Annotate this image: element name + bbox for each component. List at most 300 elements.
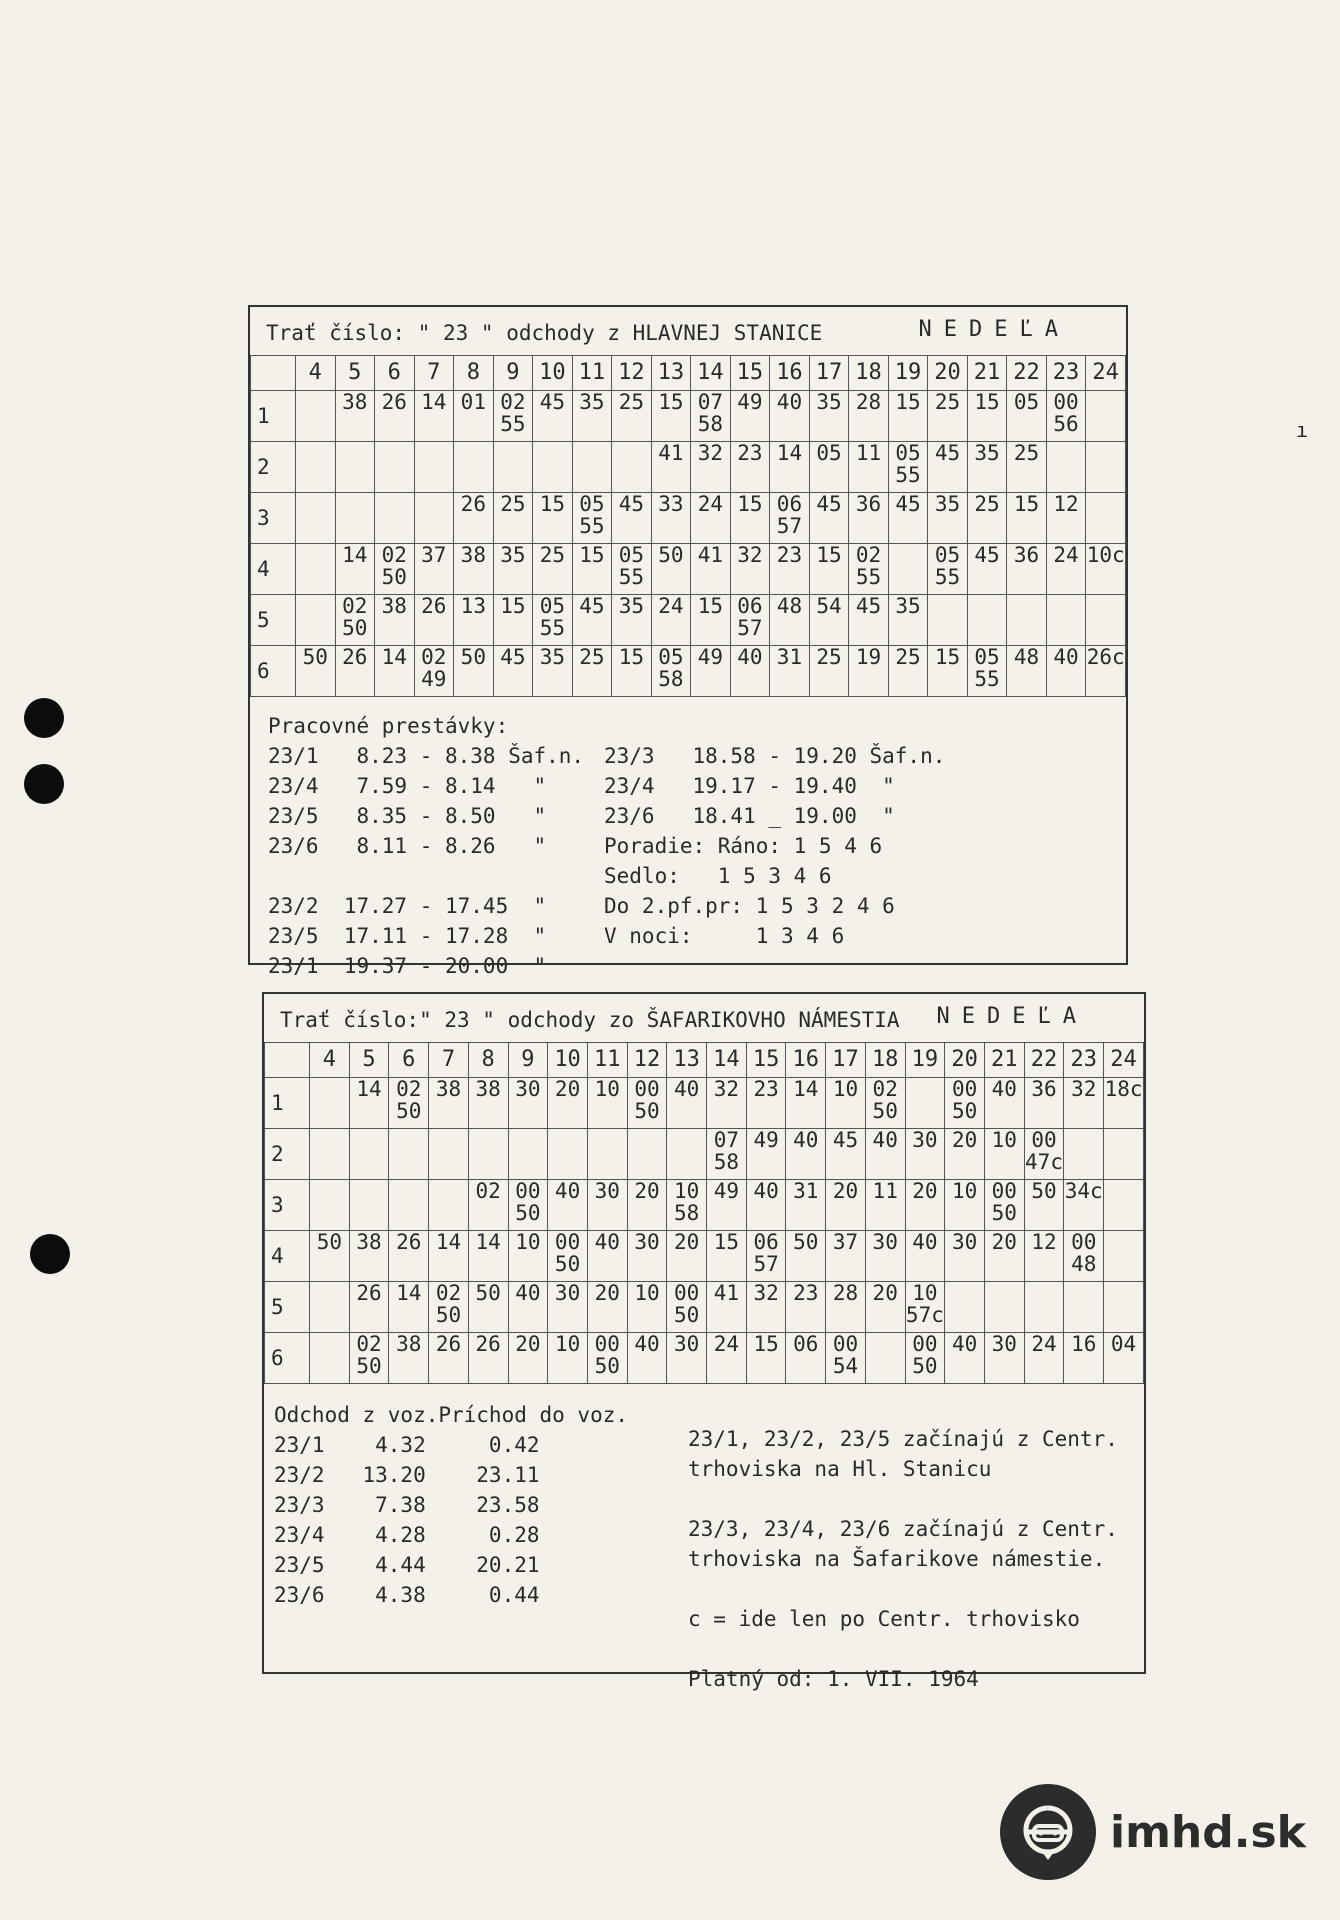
departure-cell: 02 50 [865,1078,905,1129]
departure-cell: 00 50 [508,1180,548,1231]
departure-cell: 31 [786,1180,826,1231]
note-line: trhoviska na Šafarikove námestie. [688,1547,1106,1571]
break-entry: 23/4 19.17 - 19.40 " [604,774,895,798]
hour-header: 12 [627,1043,667,1078]
departure-cell [1064,1282,1104,1333]
departure-cell [389,1129,429,1180]
hour-header: 24 [1104,1043,1144,1078]
departure-cell: 50 [468,1282,508,1333]
hour-header: 6 [389,1043,429,1078]
vehicle-label: 4 [265,1231,310,1282]
departure-cell: 15 [651,391,691,442]
departure-cell: 10c [1086,544,1126,595]
departure-cell [310,1129,350,1180]
vehicle-row [251,544,1126,595]
departure-cell: 02 49 [414,646,454,697]
departure-cell: 04 [1104,1333,1144,1384]
departure-cell: 40 [905,1231,945,1282]
departure-cell: 36 [849,493,889,544]
departure-cell: 10 57c [905,1282,945,1333]
departure-cell: 25 [1007,442,1047,493]
departure-cell: 20 [508,1333,548,1384]
departure-cell: 25 [493,493,533,544]
departure-cell: 38 [429,1078,469,1129]
hour-header: 18 [849,356,889,391]
hour-header: 20 [945,1043,985,1078]
departure-cell: 10 58 [667,1180,707,1231]
departure-cell: 00 50 [667,1282,707,1333]
departure-cell: 20 [905,1180,945,1231]
departure-cell: 15 [691,595,731,646]
timetable-safarikovo-namestie [262,992,1146,1691]
section-title: Trať číslo:" 23 " odchody zo ŠAFARIKOVHO NÁMESTIA [280,1008,900,1032]
departure-cell: 05 58 [651,646,691,697]
departure-cell: 07 58 [707,1129,747,1180]
departure-cell [1086,442,1126,493]
departure-cell: 45 [493,646,533,697]
vehicle-label: 6 [251,646,296,697]
departure-cell: 15 [809,544,849,595]
departure-cell: 40 [667,1078,707,1129]
departure-cell [429,1129,469,1180]
hour-header: 5 [349,1043,389,1078]
departure-cell [296,493,336,544]
departure-cell: 12 [1024,1231,1064,1282]
departure-cell: 02 55 [849,544,889,595]
departure-cell [389,1180,429,1231]
departure-cell [508,1129,548,1180]
hour-header: 13 [651,356,691,391]
departure-cell: 41 [691,544,731,595]
vehicle-label: 2 [265,1129,310,1180]
departure-cell: 25 [967,493,1007,544]
corner-cell [265,1043,310,1078]
departure-cell: 10 [587,1078,627,1129]
margin-mark: ı [1296,418,1309,442]
depot-block [264,1384,1144,1691]
break-entry: 23/5 8.35 - 8.50 " [268,804,547,828]
departure-cell: 00 54 [826,1333,866,1384]
hour-header: 12 [612,356,652,391]
departure-cell [1007,595,1047,646]
hour-header: 19 [888,356,928,391]
hour-header: 4 [296,356,336,391]
vehicle-label: 1 [265,1078,310,1129]
departure-cell: 14 [335,544,375,595]
punch-hole [24,698,64,738]
break-entry: 23/1 8.23 - 8.38 Šaf.n. [268,744,585,768]
vehicle-label: 2 [251,442,296,493]
departure-cell: 25 [612,391,652,442]
departure-cell: 05 55 [967,646,1007,697]
break-entry: 23/1 19.37 - 20.00 " [268,954,547,978]
note-line: 23/3, 23/4, 23/6 začínajú z Centr. [688,1517,1118,1541]
note-line [688,1574,1118,1604]
vehicle-label: 6 [265,1333,310,1384]
departure-cell: 14 [429,1231,469,1282]
departure-cell: 28 [849,391,889,442]
departure-cell: 45 [967,544,1007,595]
hour-header: 21 [984,1043,1024,1078]
departure-cell: 50 [1024,1180,1064,1231]
hour-header: 20 [928,356,968,391]
day-label: NEDEĽA [918,317,1070,342]
departure-cell: 20 [826,1180,866,1231]
departure-cell: 14 [389,1282,429,1333]
departure-cell: 49 [730,391,770,442]
departure-cell: 10 [627,1282,667,1333]
hour-header: 8 [468,1043,508,1078]
departure-cell [612,442,652,493]
departure-grid [250,355,1126,697]
departure-cell: 25 [572,646,612,697]
hour-header: 16 [786,1043,826,1078]
departure-cell: 15 [888,391,928,442]
departure-cell: 00 56 [1046,391,1086,442]
hour-header: 8 [454,356,494,391]
departure-cell: 30 [865,1231,905,1282]
departure-cell: 33 [651,493,691,544]
departure-cell: 40 [730,646,770,697]
departure-cell [454,442,494,493]
departure-cell: 35 [888,595,928,646]
departure-cell: 28 [826,1282,866,1333]
departure-cell: 36 [1007,544,1047,595]
departure-cell: 35 [612,595,652,646]
departure-cell: 02 50 [349,1333,389,1384]
departure-cell: 05 55 [928,544,968,595]
departure-cell: 15 [707,1231,747,1282]
departure-cell: 26c [1086,646,1126,697]
imhd-logo [1000,1784,1306,1880]
departure-cell: 15 [746,1333,786,1384]
departure-cell: 00 50 [984,1180,1024,1231]
hour-header: 14 [707,1043,747,1078]
break-entry: 23/2 17.27 - 17.45 " [268,894,547,918]
departure-cell: 10 [826,1078,866,1129]
departure-cell: 32 [730,544,770,595]
departure-cell: 26 [429,1333,469,1384]
departure-cell [905,1078,945,1129]
departure-cell: 26 [389,1231,429,1282]
departure-cell: 32 [1064,1078,1104,1129]
departure-cell [1064,1129,1104,1180]
note-line: trhoviska na Hl. Stanicu [688,1457,992,1481]
departure-cell: 20 [667,1231,707,1282]
departure-cell [1086,391,1126,442]
departure-cell [533,442,573,493]
depot-entry: 23/5 4.44 20.21 [274,1553,540,1577]
departure-cell [310,1078,350,1129]
departure-cell: 40 [786,1129,826,1180]
departure-cell: 32 [707,1078,747,1129]
departure-cell: 00 50 [627,1078,667,1129]
note-line [688,1634,1118,1664]
departure-cell: 05 55 [612,544,652,595]
vehicle-label: 3 [265,1180,310,1231]
departure-cell: 06 57 [770,493,810,544]
break-entry: 23/5 17.11 - 17.28 " [268,924,547,948]
vehicle-row [265,1231,1144,1282]
departure-cell: 23 [770,544,810,595]
departure-cell: 18c [1104,1078,1144,1129]
departure-cell [1104,1231,1144,1282]
departure-cell: 26 [468,1333,508,1384]
departure-cell: 40 [587,1231,627,1282]
departure-grid [264,1042,1144,1384]
departure-cell: 10 [945,1180,985,1231]
departure-cell: 30 [508,1078,548,1129]
departure-cell: 30 [548,1282,588,1333]
departure-cell [572,442,612,493]
departure-cell: 05 55 [888,442,928,493]
departure-cell: 50 [651,544,691,595]
hour-header: 19 [905,1043,945,1078]
note-line: 23/1, 23/2, 23/5 začínajú z Centr. [688,1427,1118,1451]
note-line: c = ide len po Centr. trhovisko [688,1607,1080,1631]
departure-cell: 20 [865,1282,905,1333]
departure-cell: 02 [468,1180,508,1231]
note-line [688,1484,1118,1514]
departure-cell: 40 [746,1180,786,1231]
departure-cell: 49 [707,1180,747,1231]
departure-cell: 48 [770,595,810,646]
depot-entry: 23/1 4.32 0.42 [274,1433,540,1457]
departure-cell [1024,1282,1064,1333]
departure-cell: 10 [984,1129,1024,1180]
departure-cell: 10 [508,1231,548,1282]
departure-cell: 15 [967,391,1007,442]
order-entry: Sedlo: 1 5 3 4 6 [604,864,832,888]
departure-cell: 54 [809,595,849,646]
departure-cell: 26 [335,646,375,697]
punch-hole [24,764,64,804]
departure-cell: 45 [928,442,968,493]
departure-cell: 05 [809,442,849,493]
hour-header: 9 [508,1043,548,1078]
departure-cell: 14 [468,1231,508,1282]
departure-cell: 14 [770,442,810,493]
departure-cell [1086,595,1126,646]
departure-cell: 32 [746,1282,786,1333]
departure-cell: 38 [454,544,494,595]
hour-header: 17 [809,356,849,391]
vehicle-label: 3 [251,493,296,544]
hour-header: 13 [667,1043,707,1078]
departure-cell [967,595,1007,646]
departure-cell: 06 57 [730,595,770,646]
departure-cell [1104,1129,1144,1180]
departure-cell: 31 [770,646,810,697]
section-header [250,307,1126,355]
departure-cell: 19 [849,646,889,697]
departure-cell [296,544,336,595]
hour-header: 23 [1064,1043,1104,1078]
section-title: Trať číslo: " 23 " odchody z HLAVNEJ STANICE [266,321,823,345]
departure-cell: 07 58 [691,391,731,442]
day-label: NEDEĽA [936,1004,1088,1029]
departure-cell [349,1129,389,1180]
vehicle-row [251,493,1126,544]
departure-cell: 38 [389,1333,429,1384]
departure-cell: 02 50 [429,1282,469,1333]
departure-cell: 35 [928,493,968,544]
note-line: Platný od: 1. VII. 1964 [688,1667,979,1691]
departure-cell [414,493,454,544]
departure-cell: 25 [888,646,928,697]
hour-header: 22 [1007,356,1047,391]
break-entry: 23/3 18.58 - 19.20 Šaf.n. [604,744,946,768]
departure-cell: 40 [865,1129,905,1180]
departure-cell: 40 [770,391,810,442]
departure-cell: 36 [1024,1078,1064,1129]
departure-cell: 02 50 [335,595,375,646]
departure-cell: 26 [375,391,415,442]
departure-cell [865,1333,905,1384]
depot-entry: 23/4 4.28 0.28 [274,1523,540,1547]
departure-cell: 30 [587,1180,627,1231]
vehicle-label: 1 [251,391,296,442]
break-entry: 23/6 8.11 - 8.26 " [268,834,547,858]
departure-cell: 30 [667,1333,707,1384]
departure-cell: 13 [454,595,494,646]
departure-cell: 45 [826,1129,866,1180]
departure-cell: 26 [454,493,494,544]
departure-cell [375,442,415,493]
departure-cell [296,391,336,442]
departure-cell [493,442,533,493]
departure-cell: 23 [786,1282,826,1333]
departure-cell: 24 [691,493,731,544]
departure-cell: 05 [1007,391,1047,442]
departure-cell: 41 [707,1282,747,1333]
departure-cell: 06 [786,1333,826,1384]
departure-cell: 35 [533,646,573,697]
vehicle-row [251,595,1126,646]
departure-cell: 48 [1007,646,1047,697]
departure-cell: 49 [691,646,731,697]
punch-hole [30,1234,70,1274]
departure-cell: 15 [493,595,533,646]
departure-cell [984,1282,1024,1333]
vehicle-label: 4 [251,544,296,595]
hour-header: 18 [865,1043,905,1078]
depot-title: Odchod z voz.Príchod do voz. [274,1403,629,1427]
departure-cell: 25 [928,391,968,442]
hour-header: 15 [746,1043,786,1078]
departure-cell [1086,493,1126,544]
hour-header: 17 [826,1043,866,1078]
departure-cell: 37 [826,1231,866,1282]
depot-entry: 23/6 4.38 0.44 [274,1583,540,1607]
departure-cell: 26 [414,595,454,646]
vehicle-row [265,1129,1144,1180]
departure-cell: 14 [786,1078,826,1129]
departure-cell [310,1282,350,1333]
departure-cell: 45 [809,493,849,544]
departure-cell: 45 [572,595,612,646]
departure-cell: 24 [1046,544,1086,595]
departure-cell: 14 [414,391,454,442]
departure-cell [627,1129,667,1180]
departure-cell: 12 [1046,493,1086,544]
departure-cell: 02 50 [375,544,415,595]
departure-cell: 14 [375,646,415,697]
departure-cell: 23 [746,1078,786,1129]
departure-cell [335,442,375,493]
break-entry [268,861,584,891]
departure-cell: 15 [730,493,770,544]
hour-header: 10 [533,356,573,391]
departure-cell: 02 50 [389,1078,429,1129]
departure-cell: 01 [454,391,494,442]
hour-header: 6 [375,356,415,391]
departure-cell [335,493,375,544]
departure-cell: 20 [548,1078,588,1129]
hour-header: 11 [587,1043,627,1078]
logo-text: imhd.sk [1110,1806,1306,1858]
departure-cell [667,1129,707,1180]
departure-cell: 50 [786,1231,826,1282]
departure-cell: 32 [691,442,731,493]
breaks-block [250,697,1126,978]
vehicle-label: 5 [265,1282,310,1333]
departure-cell: 45 [612,493,652,544]
hour-header: 7 [414,356,454,391]
departure-cell: 15 [612,646,652,697]
departure-cell: 00 50 [548,1231,588,1282]
breaks-title: Pracovné prestávky: [268,714,509,738]
departure-cell: 24 [651,595,691,646]
departure-cell [928,595,968,646]
departure-cell: 15 [1007,493,1047,544]
departure-cell: 25 [809,646,849,697]
hour-header: 21 [967,356,1007,391]
departure-cell: 15 [533,493,573,544]
departure-cell [587,1129,627,1180]
order-entry: V noci: 1 3 4 6 [604,924,845,948]
hour-header: 16 [770,356,810,391]
departure-cell: 40 [945,1333,985,1384]
departure-cell: 30 [627,1231,667,1282]
departure-cell: 16 [1064,1333,1104,1384]
hour-header: 7 [429,1043,469,1078]
departure-cell [888,544,928,595]
departure-cell: 35 [493,544,533,595]
departure-cell: 40 [984,1078,1024,1129]
departure-cell [468,1129,508,1180]
departure-cell: 00 50 [587,1333,627,1384]
departure-cell: 30 [984,1333,1024,1384]
departure-cell: 23 [730,442,770,493]
departure-cell: 25 [533,544,573,595]
hour-header: 23 [1046,356,1086,391]
timetable-hlavna-stanica [248,305,1128,978]
departure-cell: 40 [627,1333,667,1384]
departure-cell: 05 55 [572,493,612,544]
departure-cell: 00 47c [1024,1129,1064,1180]
departure-cell: 38 [375,595,415,646]
hour-header: 4 [310,1043,350,1078]
departure-cell: 38 [335,391,375,442]
departure-cell [296,442,336,493]
departure-cell [548,1129,588,1180]
hour-header: 22 [1024,1043,1064,1078]
vehicle-row [251,391,1126,442]
departure-cell: 20 [984,1231,1024,1282]
departure-cell: 14 [349,1078,389,1129]
vehicle-label: 5 [251,595,296,646]
